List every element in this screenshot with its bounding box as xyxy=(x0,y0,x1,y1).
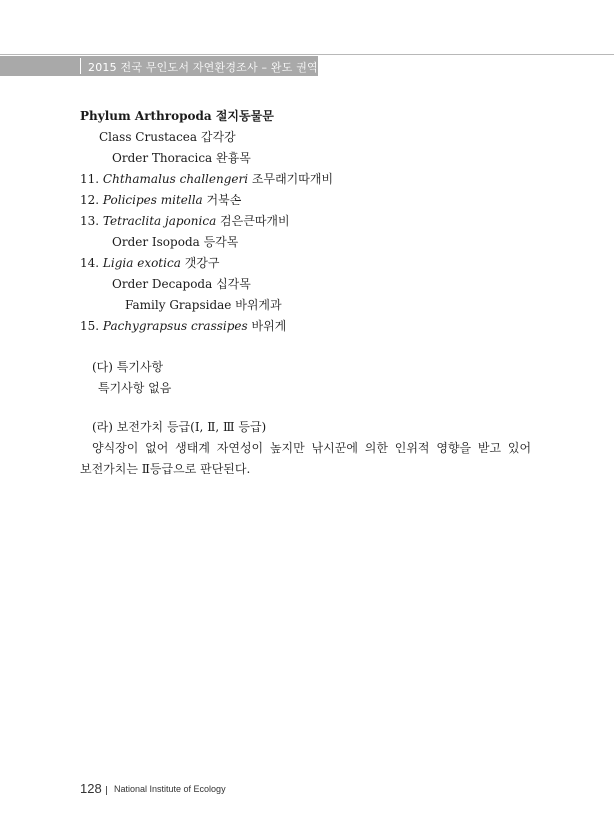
species-scientific-name: Tetraclita japonica xyxy=(102,214,217,228)
species-scientific-name: Ligia exotica xyxy=(102,256,181,270)
section-d-heading: (라) 보전가치 등급(Ⅰ, Ⅱ, Ⅲ 등급) xyxy=(92,420,267,434)
phylum-line: Phylum Arthropoda 절지동물문 xyxy=(80,109,274,123)
running-header-title: 2015 전국 무인도서 자연환경조사 – 완도 권역 xyxy=(88,61,318,74)
species-korean-name: 거북손 xyxy=(206,193,242,207)
species-entry-13 xyxy=(80,213,290,229)
class-line: Class Crustacea 갑각강 xyxy=(99,130,236,144)
species-number: 12. xyxy=(80,193,100,207)
section-d-body-line-1: 양식장이 없어 생태계 자연성이 높지만 낚시꾼에 의한 인위적 영향을 받고 있어 xyxy=(92,441,532,455)
species-number: 14. xyxy=(80,256,100,270)
species-entry-11 xyxy=(80,171,333,187)
top-rule xyxy=(0,54,614,55)
section-d-body-line-2: 보전가치는 Ⅱ등급으로 판단된다. xyxy=(80,462,251,476)
species-korean-name: 조무래기따개비 xyxy=(251,172,334,186)
species-korean-name: 검은큰따개비 xyxy=(220,214,290,228)
species-entry-14 xyxy=(80,255,219,271)
species-scientific-name: Chthamalus challengeri xyxy=(102,172,249,186)
species-scientific-name: Policipes mitella xyxy=(102,193,203,207)
species-korean-name: 바위게 xyxy=(251,319,287,333)
species-entry-12 xyxy=(80,192,241,208)
order-decapoda-line: Order Decapoda 십각목 xyxy=(112,277,251,291)
species-entry-15 xyxy=(80,318,286,334)
footer-divider xyxy=(106,786,107,795)
species-korean-name: 갯강구 xyxy=(184,256,220,270)
order-thoracica-line: Order Thoracica 완흉목 xyxy=(112,151,251,165)
species-number: 13. xyxy=(80,214,100,228)
section-c-body: 특기사항 없음 xyxy=(98,381,172,395)
species-number: 15. xyxy=(80,319,100,333)
species-number: 11. xyxy=(80,172,100,186)
page-number: 128 xyxy=(80,781,102,796)
order-isopoda-line: Order Isopoda 등각목 xyxy=(112,235,239,249)
footer-publisher: National Institute of Ecology xyxy=(114,784,226,794)
species-scientific-name: Pachygrapsus crassipes xyxy=(102,319,248,333)
section-c-heading: (다) 특기사항 xyxy=(92,360,164,374)
family-grapsidae-line: Family Grapsidae 바위게과 xyxy=(125,298,282,312)
header-divider xyxy=(80,58,81,74)
